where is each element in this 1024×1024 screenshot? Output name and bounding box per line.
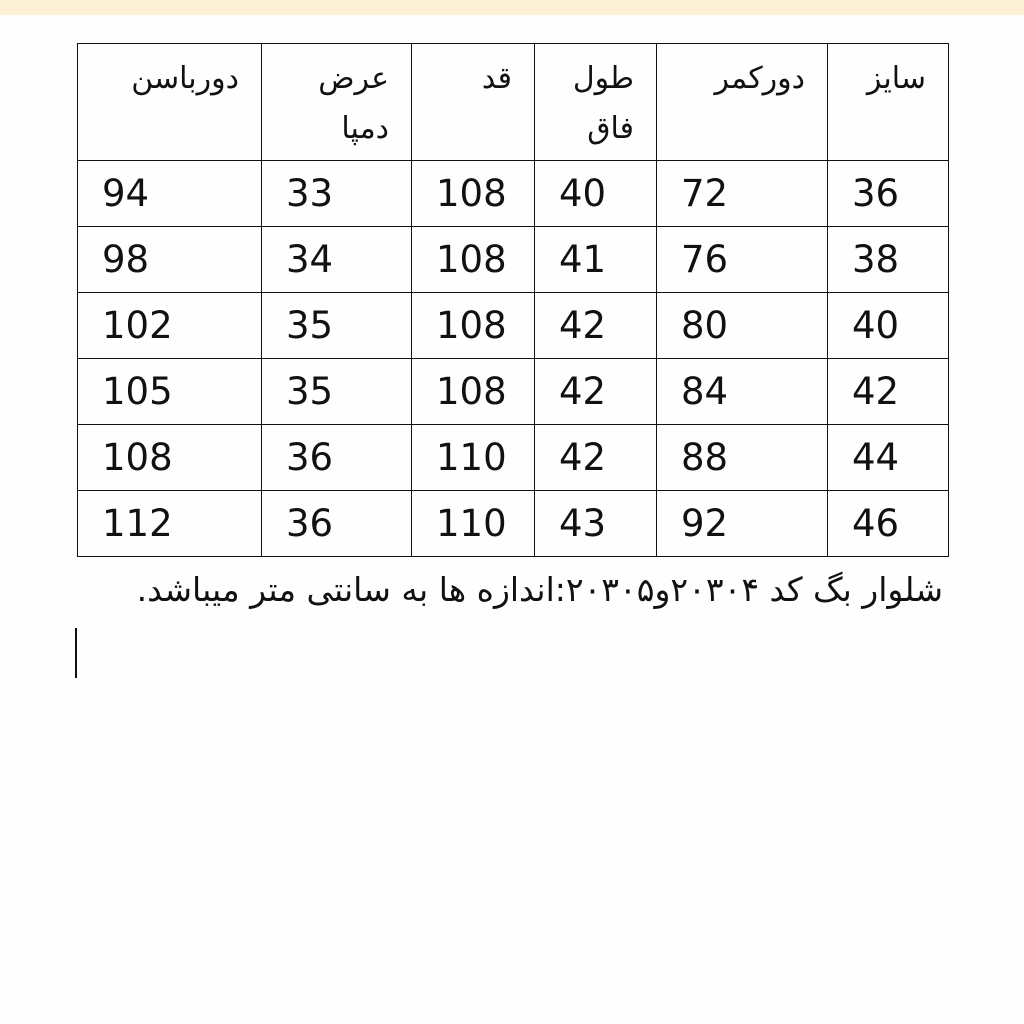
header-hem-width: عرض دمپا [262,44,412,161]
cell-hem-width: 35 [262,359,412,425]
cell-length: 108 [412,227,535,293]
header-rise: طول فاق [535,44,657,161]
cell-hip: 94 [78,161,262,227]
cell-hem-width: 33 [262,161,412,227]
cell-hem-width: 34 [262,227,412,293]
note-text[interactable]: شلوار بگ کد ۲۰۳۰۴و۲۰۳۰۵:اندازه ها به سانتی متر میباشد. [136,570,943,609]
cell-waist: 80 [657,293,828,359]
table-row [78,227,949,293]
table-row [78,425,949,491]
cell-waist: 72 [657,161,828,227]
text-cursor [75,628,77,678]
cell-length: 110 [412,491,535,557]
table-row [78,491,949,557]
header-size: سایز [828,44,949,161]
table-row [78,359,949,425]
cell-size: 46 [828,491,949,557]
cell-size: 36 [828,161,949,227]
cell-waist: 88 [657,425,828,491]
cell-waist: 92 [657,491,828,557]
cell-size: 42 [828,359,949,425]
cell-size: 38 [828,227,949,293]
cell-size: 40 [828,293,949,359]
cell-length: 108 [412,359,535,425]
cell-rise: 40 [535,161,657,227]
cell-length: 108 [412,293,535,359]
cell-rise: 41 [535,227,657,293]
size-chart-table [77,43,949,557]
cell-rise: 43 [535,491,657,557]
cell-length: 110 [412,425,535,491]
cell-hem-width: 35 [262,293,412,359]
cell-hip: 105 [78,359,262,425]
cell-hip: 108 [78,425,262,491]
cell-rise: 42 [535,425,657,491]
table-header-row [78,44,949,161]
cell-rise: 42 [535,293,657,359]
cell-rise: 42 [535,359,657,425]
header-hip: دورباسن [78,44,262,161]
cell-hem-width: 36 [262,425,412,491]
header-waist: دورکمر [657,44,828,161]
header-length: قد [412,44,535,161]
cell-hip: 112 [78,491,262,557]
cell-hem-width: 36 [262,491,412,557]
cell-waist: 84 [657,359,828,425]
cell-length: 108 [412,161,535,227]
top-banner-strip [0,0,1024,15]
cell-hip: 98 [78,227,262,293]
cell-size: 44 [828,425,949,491]
table-row [78,161,949,227]
table-row [78,293,949,359]
cell-waist: 76 [657,227,828,293]
cell-hip: 102 [78,293,262,359]
